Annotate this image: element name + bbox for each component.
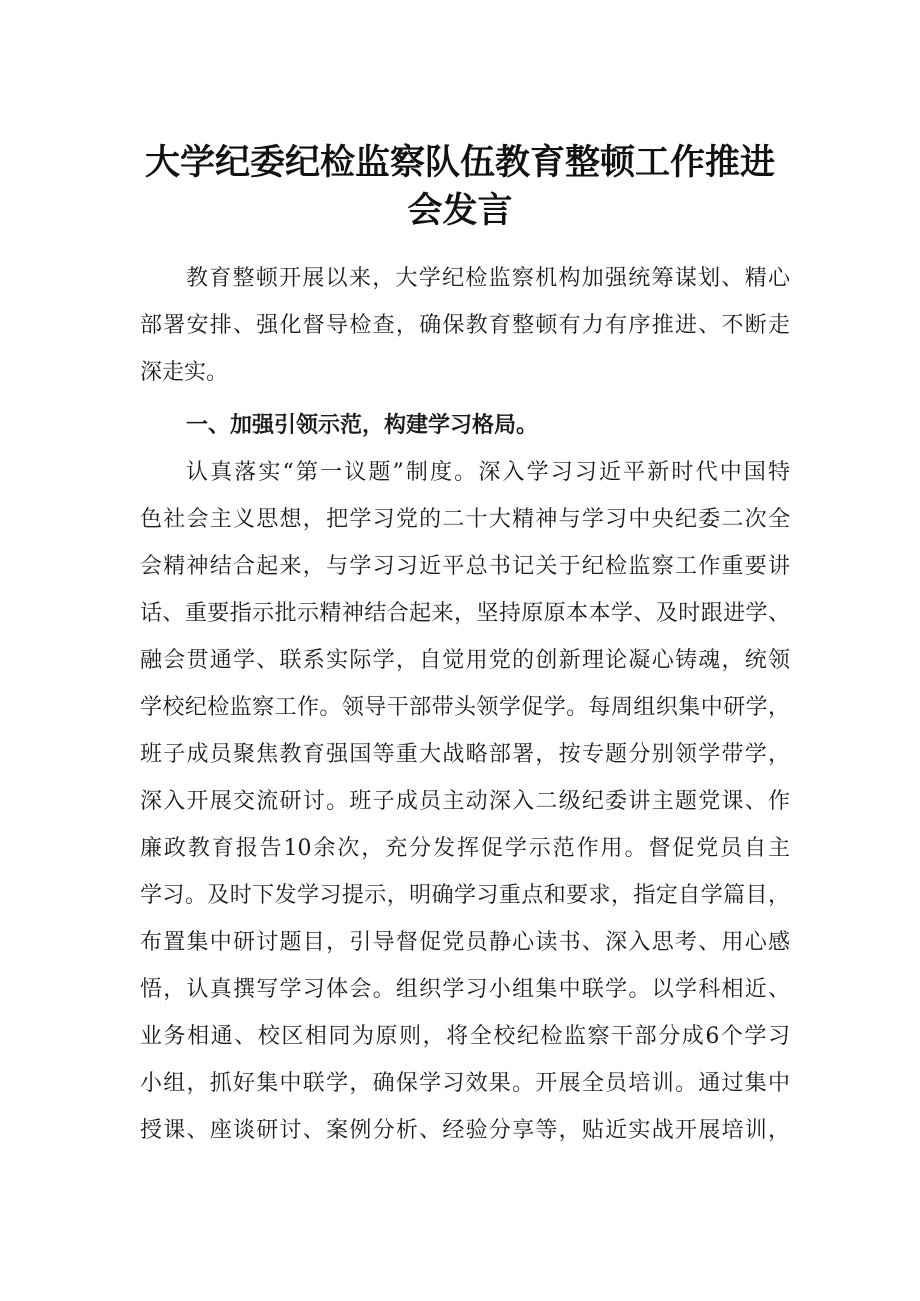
paragraph-line: 话、重要指示批示精神结合起来，坚持原原本本学、及时跟进学、 xyxy=(140,601,790,626)
paragraph-line: 深入开展交流研讨。班子成员主动深入二级纪委讲主题党课、作 xyxy=(140,789,790,814)
paragraph-line: 布置集中研讨题目，引导督促党员静心读书、深入思考、用心感 xyxy=(140,930,790,955)
paragraph-line: 学校纪检监察工作。领导干部带头领学促学。每周组织集中研学， xyxy=(140,695,790,720)
paragraph-line: 业务相通、校区相同为原则，将全校纪检监察干部分成6个学习 xyxy=(140,1024,790,1049)
paragraph-line: 会精神结合起来，与学习习近平总书记关于纪检监察工作重要讲 xyxy=(140,554,790,579)
paragraph-line: 授课、座谈研讨、案例分析、经验分享等，贴近实战开展培训， xyxy=(140,1118,790,1143)
paragraph-line: 部署安排、强化督导检查，确保教育整顿有力有序推进、不断走 xyxy=(140,313,790,338)
paragraph-line: 教育整顿开展以来，大学纪检监察机构加强统筹谋划、精心 xyxy=(186,266,790,291)
paragraph-line: 廉政教育报告10余次，充分发挥促学示范作用。督促党员自主 xyxy=(140,836,790,861)
paragraph-line: 悟，认真撰写学习体会。组织学习小组集中联学。以学科相近、 xyxy=(140,977,790,1002)
paragraph-line: 深走实。 xyxy=(140,360,229,385)
paragraph-line: 认真落实“第一议题”制度。深入学习习近平新时代中国特 xyxy=(186,460,790,485)
paragraph-line: 学习。及时下发学习提示，明确学习重点和要求，指定自学篇目， xyxy=(140,883,790,908)
document-title-line-2: 会发言 xyxy=(407,191,513,231)
paragraph-line: 班子成员聚焦教育强国等重大战略部署，按专题分别领学带学， xyxy=(140,742,790,767)
paragraph-line: 小组，抓好集中联学，确保学习效果。开展全员培训。通过集中 xyxy=(140,1071,790,1096)
document-title-line-1: 大学纪委纪检监察队伍教育整顿工作推进 xyxy=(144,143,775,183)
section-heading: 一、加强引领示范，构建学习格局。 xyxy=(186,413,539,438)
paragraph-line: 色社会主义思想，把学习党的二十大精神与学习中央纪委二次全 xyxy=(140,507,790,532)
paragraph-line: 融会贯通学、联系实际学，自觉用党的创新理论凝心铸魂，统领 xyxy=(140,648,790,673)
